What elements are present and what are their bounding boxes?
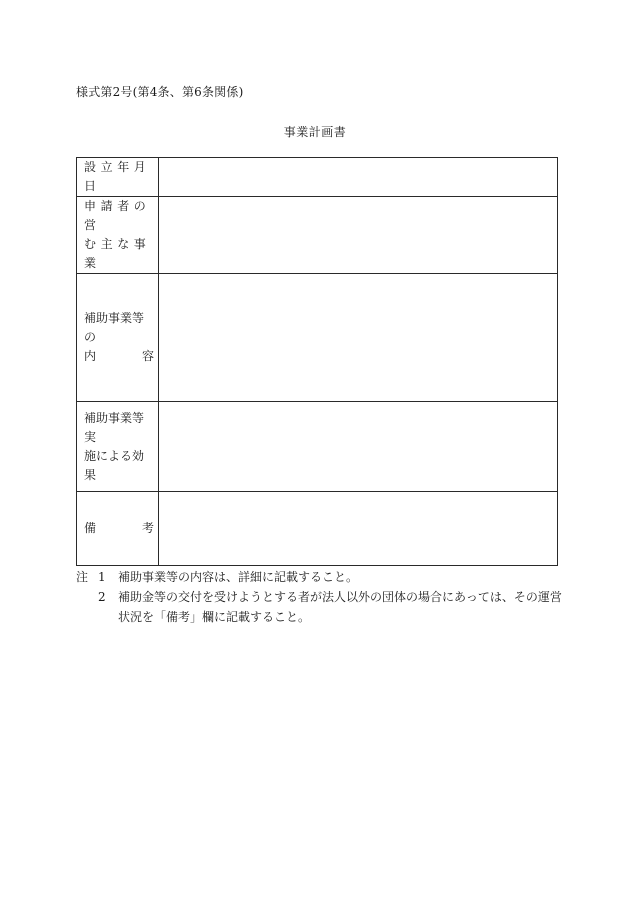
note-item: [76, 587, 566, 627]
note-number: 1: [98, 570, 106, 584]
label-project-content: 補助事業等の 内 容: [77, 274, 159, 402]
field-establishment-date[interactable]: [159, 158, 558, 197]
field-project-effect[interactable]: [159, 402, 558, 492]
label-remarks: 備 考: [77, 492, 159, 566]
label-main-business: 申請者の営 む主な事業: [77, 197, 159, 274]
label-establishment-date: 設立年月日: [77, 158, 159, 197]
note-text: 補助金等の交付を受けようとする者が法人以外の団体の場合にあっては、その運営状況を「備考」欄に記載すること。: [118, 590, 562, 624]
note-item: [76, 567, 566, 587]
field-remarks[interactable]: [159, 492, 558, 566]
label-project-effect: 補助事業等実 施による効果: [77, 402, 159, 492]
note-number: 2: [98, 590, 106, 604]
row-remarks: [77, 492, 558, 566]
row-establishment-date: [77, 158, 558, 197]
notes: [76, 567, 566, 627]
business-plan-table: [76, 157, 558, 566]
row-project-content: [77, 274, 558, 402]
note-text: 補助事業等の内容は、詳細に記載すること。: [118, 570, 359, 584]
form-number: 様式第2号(第4条、第6条関係): [76, 85, 244, 99]
field-project-content[interactable]: [159, 274, 558, 402]
notes-heading: 注: [76, 570, 89, 584]
row-project-effect: [77, 402, 558, 492]
document-title: 事業計画書: [283, 125, 347, 139]
row-main-business: [77, 197, 558, 274]
field-main-business[interactable]: [159, 197, 558, 274]
